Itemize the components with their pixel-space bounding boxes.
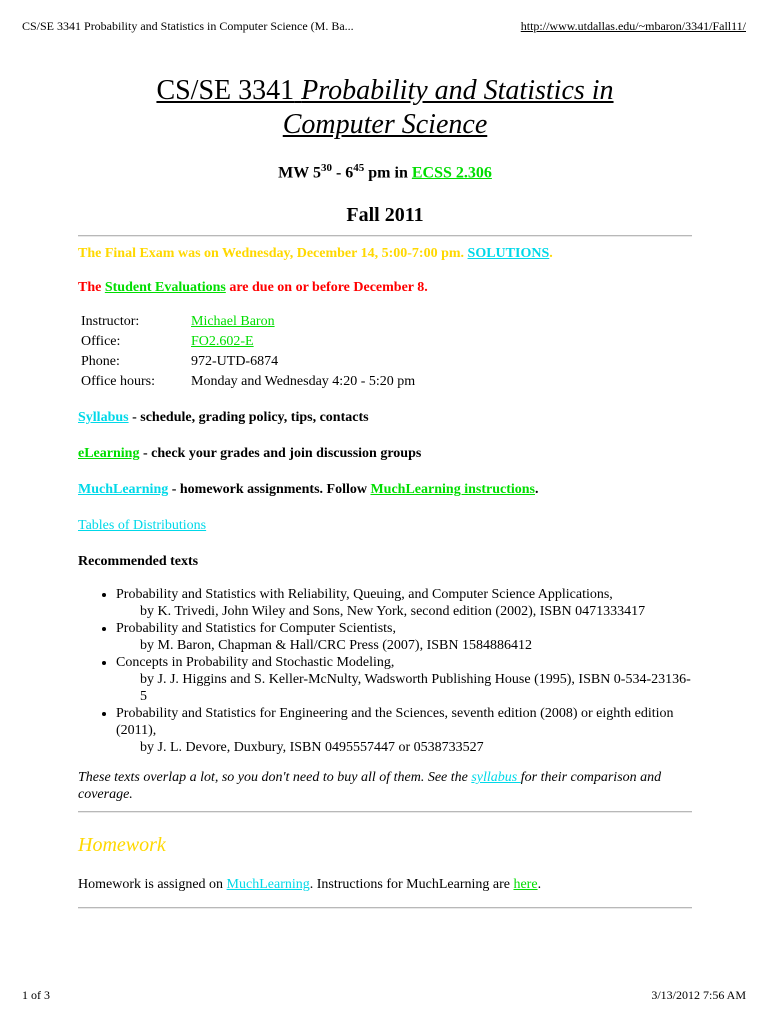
list-item: • Probability and Statistics for Computer Scientists, by M. Baron, Chapman & Hall/CRC Press (2007), ISBN 1584886412 bbox=[116, 620, 692, 654]
recommended-texts-heading: Recommended texts bbox=[78, 554, 199, 570]
student-evaluations-link[interactable]: Student Evaluations bbox=[104, 280, 226, 296]
print-header-url[interactable]: http://www.utdallas.edu/~mbaron/3341/Fall11/ bbox=[520, 19, 746, 33]
solutions-link[interactable]: SOLUTIONS bbox=[467, 246, 550, 262]
office-hours-value: Monday and Wednesday 4:20 - 5:20 pm bbox=[191, 374, 416, 390]
syllabus-line: Syllabus - schedule, grading policy, tips, contacts bbox=[78, 410, 369, 426]
list-item: • Probability and Statistics for Engineering and the Sciences, seventh edition (2008) or eighth edition (2011), by J. L. Devore, Duxbury, ISBN 0495557447 or 0538733527 bbox=[116, 705, 692, 756]
muchlearning-line: MuchLearning - homework assignments. Follow MuchLearning instructions. bbox=[78, 482, 539, 498]
course-code: CS/SE 3341 bbox=[156, 75, 295, 106]
homework-heading: Homework bbox=[78, 834, 166, 857]
syllabus-note-link[interactable]: syllabus bbox=[471, 770, 521, 786]
instructor-link[interactable]: Michael Baron bbox=[191, 314, 275, 330]
tables-of-distributions-link[interactable]: Tables of Distributions bbox=[78, 518, 207, 534]
table-row: Phone: 972-UTD-6874 bbox=[79, 352, 415, 372]
term-heading: Fall 2011 bbox=[346, 204, 424, 227]
print-footer-page: 1 of 3 bbox=[22, 988, 50, 1002]
table-row: Instructor: Michael Baron bbox=[81, 314, 275, 330]
evaluations-notice: The Student Evaluations are due on or before December 8. bbox=[78, 280, 428, 296]
room-link[interactable]: ECSS 2.306 bbox=[411, 164, 492, 182]
table-row: Office: FO2.602-E bbox=[81, 334, 254, 350]
texts-note: These texts overlap a lot, so you don't need to buy all of them. See the syllabus for their comparison and coverage. bbox=[78, 770, 662, 803]
page-title bbox=[78, 74, 692, 142]
course-name-line2: Computer Science bbox=[282, 109, 488, 140]
class-schedule: MW $5^{30} - 6^{45}$ pm in ECSS 2.306 bbox=[278, 162, 492, 182]
elearning-link[interactable]: eLearning bbox=[78, 446, 140, 462]
tables-line bbox=[78, 517, 692, 534]
divider bbox=[78, 811, 692, 813]
course-name-line1: Probability and Statistics in bbox=[301, 75, 614, 106]
page-content bbox=[78, 74, 692, 909]
syllabus-link[interactable]: Syllabus bbox=[78, 410, 129, 426]
print-header-title: CS/SE 3341 Probability and Statistics in Computer Science (M. Ba... bbox=[22, 19, 354, 33]
book-list bbox=[78, 586, 692, 756]
homework-text: Homework is assigned on MuchLearning. Instructions for MuchLearning are here. bbox=[78, 877, 542, 893]
table-row: Office hours: Monday and Wednesday 4:20 - 5:20 pm bbox=[79, 372, 415, 392]
divider bbox=[78, 235, 692, 237]
homework-here-link[interactable]: here bbox=[513, 877, 538, 893]
phone-value: 972-UTD-6874 bbox=[191, 354, 279, 370]
office-link[interactable]: FO2.602-E bbox=[191, 334, 254, 350]
muchlearning-link[interactable]: MuchLearning bbox=[78, 482, 169, 498]
instructor-info-table bbox=[79, 312, 415, 392]
print-footer-datetime: 3/13/2012 7:56 AM bbox=[651, 988, 746, 1002]
list-item: • Probability and Statistics with Reliability, Queuing, and Computer Science Applications, by K. Trivedi, John Wiley and Sons, New York, second edition (2002), ISBN 0471333417 bbox=[116, 586, 692, 620]
elearning-line: eLearning - check your grades and join discussion groups bbox=[78, 446, 422, 462]
divider bbox=[78, 907, 692, 909]
list-item: • Concepts in Probability and Stochastic Modeling, by J. J. Higgins and S. Keller-McNulty, Wadsworth Publishing House (1995), ISBN 0-534-23136-5 bbox=[116, 654, 692, 705]
muchlearning-instructions-link[interactable]: MuchLearning instructions bbox=[370, 482, 535, 498]
homework-muchlearning-link[interactable]: MuchLearning bbox=[226, 877, 310, 893]
final-exam-notice: The Final Exam was on Wednesday, December 14, 5:00-7:00 pm. SOLUTIONS. bbox=[78, 246, 553, 262]
